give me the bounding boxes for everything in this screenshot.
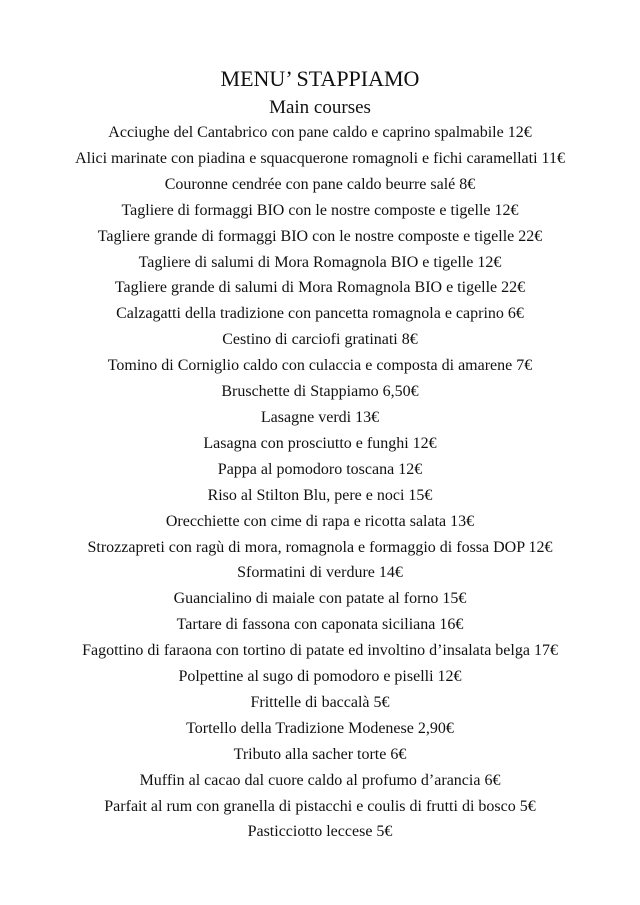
section-heading: Main courses	[269, 97, 371, 118]
menu-item: Calzagatti della tradizione con pancetta romagnola e caprino 6€	[116, 305, 524, 323]
menu-item: Guancialino di maiale con patate al forno 15€	[173, 590, 467, 608]
menu-item: Tagliere di formaggi BIO con le nostre composte e tigelle 12€	[121, 201, 519, 219]
menu-item: Lasagna con prosciutto e funghi 12€	[203, 434, 437, 452]
menu-item: Frittelle di baccalà 5€	[250, 693, 390, 711]
menu-item: Riso al Stilton Blu, pere e noci 15€	[207, 486, 433, 504]
menu-item: Sformatini di verdure 14€	[237, 564, 403, 582]
menu-item: Alici marinate con piadina e squacquerone romagnoli e fichi caramellati 11€	[75, 149, 565, 167]
menu-item: Parfait al rum con granella di pistacchi e coulis di frutti di bosco 5€	[104, 797, 536, 815]
menu-title: MENU’ STAPPIAMO	[220, 66, 420, 91]
menu-item: Tagliere di salumi di Mora Romagnola BIO e tigelle 12€	[138, 253, 502, 271]
menu-item-list	[0, 120, 640, 845]
menu-item: Tributo alla sacher torte 6€	[233, 745, 407, 763]
menu-item: Pappa al pomodoro toscana 12€	[217, 460, 423, 478]
menu-item: Orecchiette con cime di rapa e ricotta salata 13€	[165, 512, 475, 530]
menu-item: Cestino di carciofi gratinati 8€	[222, 331, 418, 349]
menu-item: Fagottino di faraona con tortino di patate ed involtino d’insalata belga 17€	[82, 642, 558, 660]
menu-item: Tagliere grande di salumi di Mora Romagnola BIO e tigelle 22€	[114, 279, 526, 297]
menu-item: Lasagne verdi 13€	[260, 408, 380, 426]
menu-item: Tortello della Tradizione Modenese 2,90€	[186, 719, 454, 737]
menu-item: Bruschette di Stappiamo 6,50€	[221, 383, 419, 401]
menu-item: Tagliere grande di formaggi BIO con le nostre composte e tigelle 22€	[97, 227, 543, 245]
menu-item: Tartare di fassona con caponata siciliana 16€	[176, 616, 464, 634]
menu-item: Polpettine al sugo di pomodoro e piselli 12€	[178, 668, 462, 686]
menu-item: Muffin al cacao dal cuore caldo al profumo d’arancia 6€	[139, 771, 501, 789]
menu-item: Tomino di Corniglio caldo con culaccia e composta di amarene 7€	[107, 357, 533, 375]
menu-item: Pasticciotto leccese 5€	[247, 823, 393, 841]
menu-item: Acciughe del Cantabrico con pane caldo e caprino spalmabile 12€	[108, 124, 532, 141]
menu-item: Strozzapreti con ragù di mora, romagnola e formaggio di fossa DOP 12€	[87, 538, 553, 556]
menu-item: Couronne cendrée con pane caldo beurre salé 8€	[164, 175, 476, 193]
